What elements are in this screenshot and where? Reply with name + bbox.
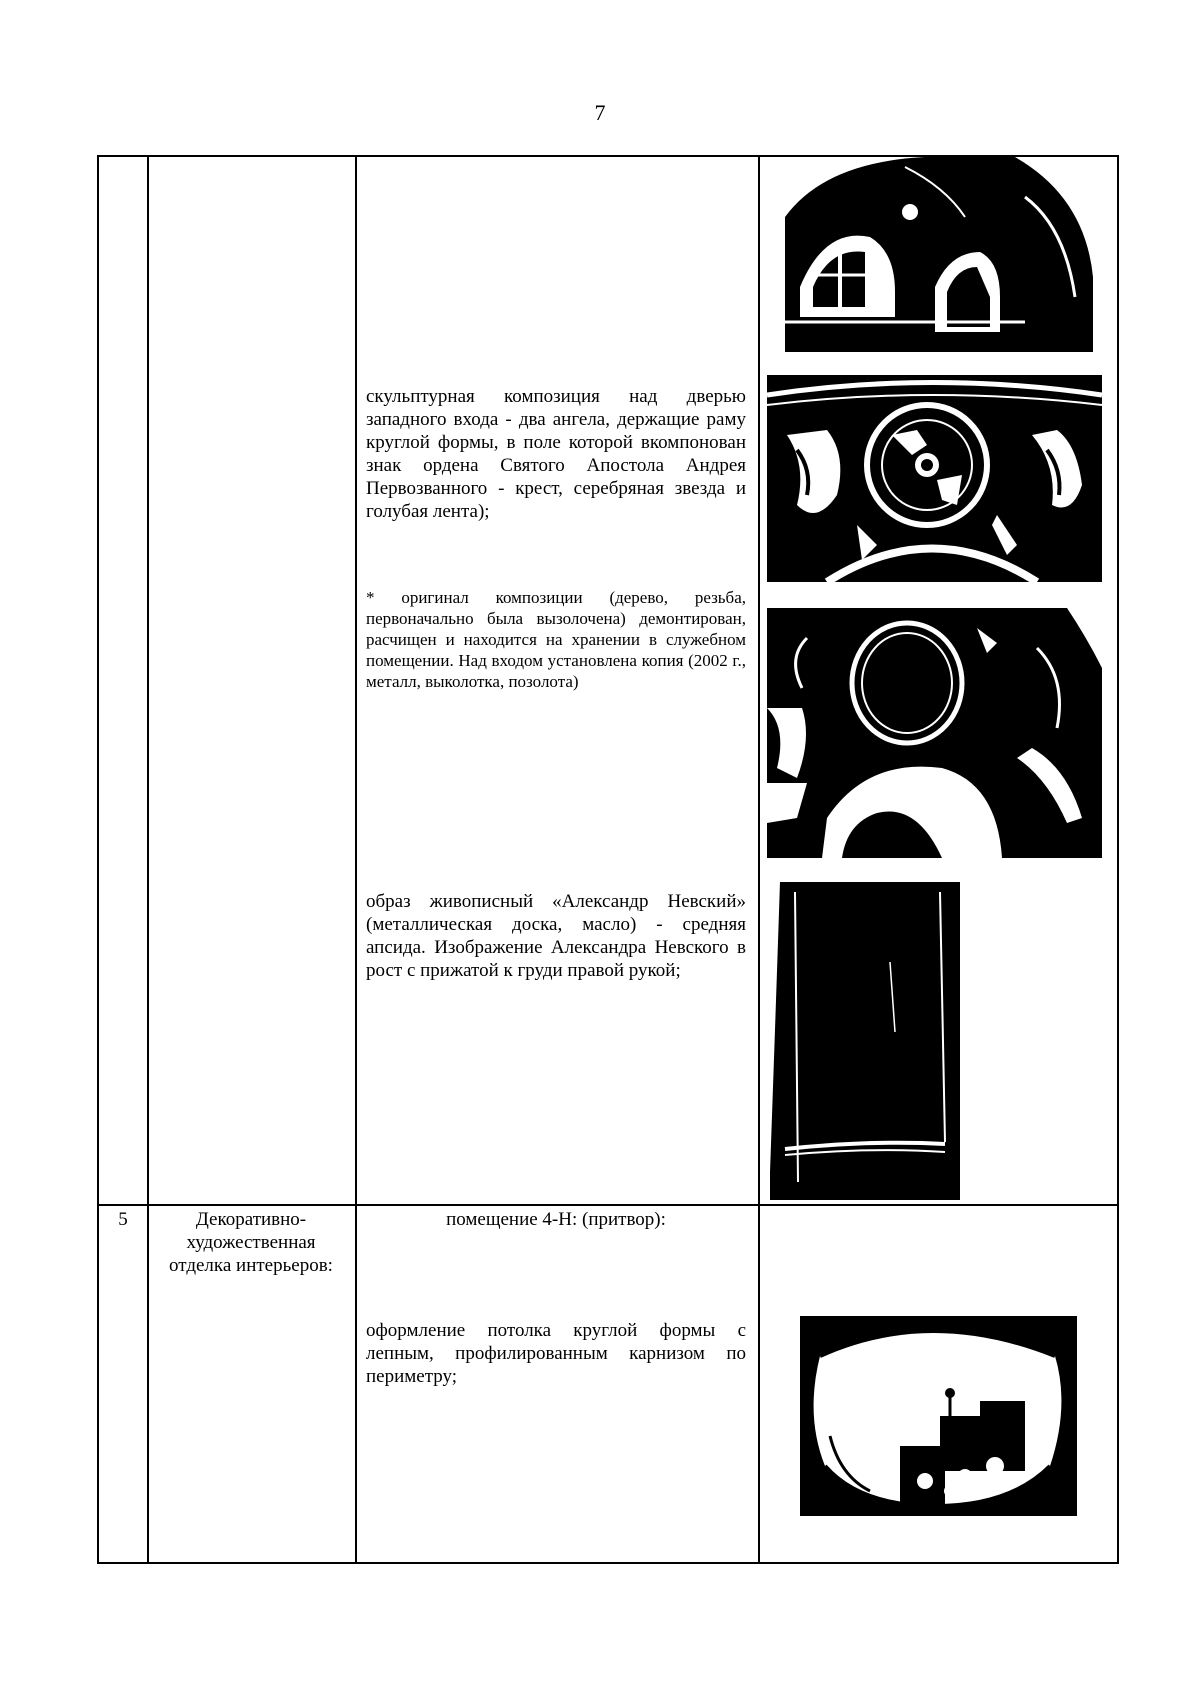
table-border-right bbox=[1117, 155, 1119, 1564]
photo-dome-interior bbox=[785, 157, 1093, 352]
page-number: 7 bbox=[594, 100, 606, 125]
photo-icon-alexander-nevsky bbox=[770, 882, 960, 1200]
photo-round-ceiling bbox=[800, 1316, 1077, 1516]
category-label: Декоративно-художественная отделка интерьеров: bbox=[169, 1209, 333, 1276]
column-divider-2 bbox=[355, 155, 357, 1564]
column-divider-3 bbox=[758, 155, 760, 1564]
row-divider bbox=[97, 1204, 1119, 1206]
row-number: 5 bbox=[118, 1209, 128, 1230]
photo-sculpture-original bbox=[767, 608, 1102, 858]
room-header: помещение 4-Н: (притвор): bbox=[446, 1209, 666, 1230]
icon-description: образ живописный «Александр Невский» (металлическая доска, масло) - средняя апсида. Изображение Александра Невского в рост с прижатой к груди правой рукой; bbox=[366, 891, 746, 981]
sculpture-note: * оригинал композиции (дерево, резьба, первоначально была вызолочена) демонтирован, расчищен и находится на хранении в служебном помещении. Над входом установлена копия (2002 г., металл, выколотка, позолота) bbox=[366, 588, 746, 691]
photo-sculpture-copy bbox=[767, 375, 1102, 582]
sculpture-description: скульптурная композиция над дверью западного входа - два ангела, держащие раму круглой формы, в поле которой вкомпонован знак ордена Святого Апостола Андрея Первозванного - крест, серебряная звезда и голубая лента); bbox=[366, 386, 746, 522]
table-border-bottom bbox=[97, 1562, 1119, 1564]
column-divider-1 bbox=[147, 155, 149, 1564]
table-border-left bbox=[97, 155, 99, 1564]
ceiling-description: оформление потолка круглой формы с лепным, профилированным карнизом по периметру; bbox=[366, 1320, 746, 1387]
